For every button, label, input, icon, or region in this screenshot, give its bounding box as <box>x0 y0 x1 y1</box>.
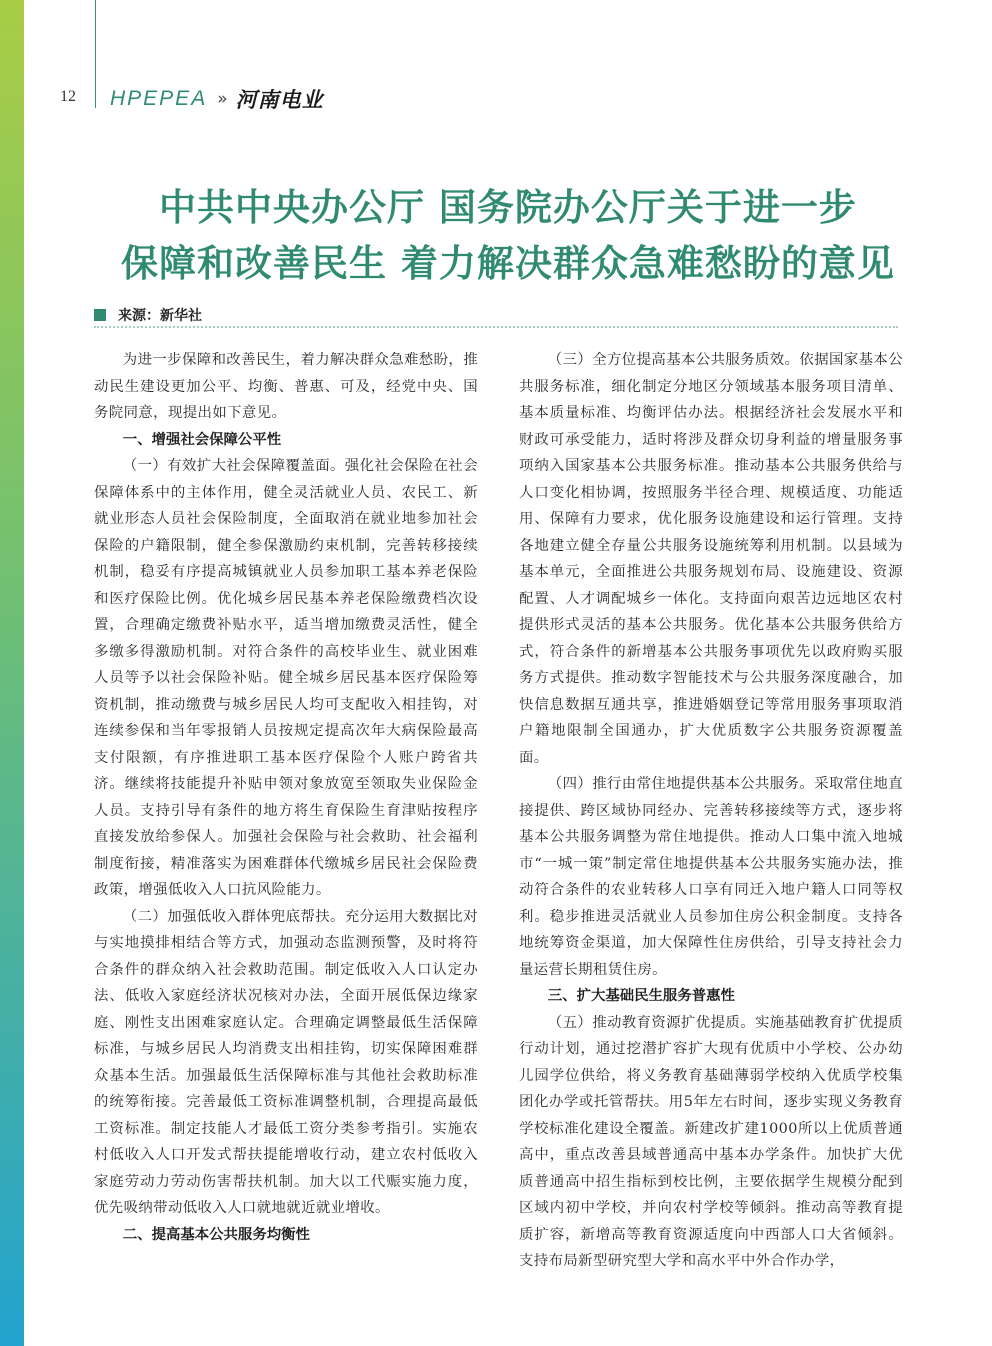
paragraph: （一）有效扩大社会保障覆盖面。强化社会保险在社会保障体系中的主体作用，健全灵活就业人员、农民工、新就业形态人员社会保险制度，全面取消在就业地参加社会保险的户籍限制，健全参保激励约束机制，完善转移接续机制，稳妥有序提高城镇就业人员参加职工基本养老保险和医疗保险比例。优化城乡居民基本养老保险缴费档次设置，合理确定缴费补贴水平，适当增加缴费灵活性，健全多缴多得激励机制。对符合条件的高校毕业生、就业困难人员等予以社会保险补贴。健全城乡居民基本医疗保险筹资机制，推动缴费与城乡居民人均可支配收入相挂钩，对连续参保和当年零报销人员按规定提高次年大病保险最高支付限额，有序推进职工基本医疗保险个人账户跨省共济。继续将技能提升补贴申领对象放宽至领取失业保险金人员。支持引导有条件的地方将生育保险生育津贴按程序直接发放给参保人。加强社会保险与社会救助、社会福利制度衔接，精准落实为困难群体代缴城乡居民社会保险费政策，增强低收入人口抗风险能力。 <box>94 458 478 898</box>
section-heading: 三、扩大基础民生服务普惠性 <box>547 988 735 1004</box>
page-number: 12 <box>60 88 76 105</box>
paragraph: （五）推动教育资源扩优提质。实施基础教育扩优提质行动计划，通过挖潜扩容扩大现有优质中小学校、公办幼儿园学位供给，将义务教育基础薄弱学校纳入优质学校集团化办学或托管帮扶。用5年左右时间，逐步实现义务教育学校标准化建设全覆盖。新建改扩建1000所以上优质普通高中，重点改善县域普通高中基本办学条件。加快扩大优质普通高中招生指标到校比例，主要依据学生规模分配到区域内初中学校，并向农村学校等倾斜。推动高等教育提质扩容，新增高等教育资源适度向中西部人口大省倾斜。支持布局新型研究型大学和高水平中外合作办学， <box>519 1014 903 1269</box>
source-label: 来源： <box>118 308 160 324</box>
brand-separator: » <box>217 89 228 109</box>
header-divider <box>95 0 96 108</box>
dotted-divider <box>94 326 898 328</box>
brand-logo-latin: HPEPEA <box>110 87 208 110</box>
left-text-column <box>94 347 478 1248</box>
paragraph: （三）全方位提高基本公共服务质效。依据国家基本公共服务标准，细化制定分地区分领域基本服务项目清单、基本质量标准、均衡评估办法。根据经济社会发展水平和财政可承受能力，适时将涉及群众切身利益的增量服务事项纳入国家基本公共服务标准。推动基本公共服务供给与人口变化相协调，按照服务半径合理、规模适度、功能适用、保障有力要求，优化服务设施建设和运行管理。支持各地建立健全存量公共服务设施统筹利用机制。以县域为基本单元，全面推进公共服务规划布局、设施建设、资源配置、人才调配城乡一体化。支持面向艰苦边远地区农村提供形式灵活的基本公共服务。优化基本公共服务供给方式，符合条件的新增基本公共服务事项优先以政府购买服务方式提供。推动数字智能技术与公共服务深度融合，加快信息数据互通共享，推进婚姻登记等常用服务事项取消户籍地限制全国通办，扩大优质数字公共服务资源覆盖面。 <box>519 352 903 766</box>
source-name: 新华社 <box>160 308 202 324</box>
article-title-line-2: 保障和改善民生 着力解决群众急难愁盼的意见 <box>121 242 895 285</box>
magazine-brand <box>110 84 324 114</box>
square-bullet-icon <box>94 309 106 321</box>
article-title-line-1: 中共中央办公厅 国务院办公厅关于进一步 <box>159 186 857 229</box>
article-source <box>94 305 202 325</box>
paragraph: （二）加强低收入群体兜底帮扶。充分运用大数据比对与实地摸排相结合等方式，加强动态监测预警，及时将符合条件的群众纳入社会救助范围。制定低收入人口认定办法、低收入家庭经济状况核对办法，全面开展低保边缘家庭、刚性支出困难家庭认定。合理确定调整最低生活保障标准，与城乡居民人均消费支出相挂钩，切实保障困难群众基本生活。加强最低生活保障标准与其他社会救助标准的统筹衔接。完善最低工资标准调整机制，合理提高最低工资标准。制定技能人才最低工资分类参考指引。实施农村低收入人口开发式帮扶提能增收行动，建立农村低收入家庭劳动力劳动伤害帮扶机制。加大以工代赈实施力度，优先吸纳带动低收入人口就地就近就业增收。 <box>94 908 478 1216</box>
section-heading: 一、增强社会保障公平性 <box>122 431 282 448</box>
paragraph: （四）推行由常住地提供基本公共服务。采取常住地直接提供、跨区域协同经办、完善转移接续等方式，逐步将基本公共服务调整为常住地提供。推动人口集中流入地城市“一城一策”制定常住地提供基本公共服务实施办法，推动符合条件的农业转移人口享有同迁入地户籍人口同等权利。稳步推进灵活就业人员参加住房公积金制度。支持各地统筹资金渠道，加大保障性住房供给，引导支持社会力量运营长期租赁住房。 <box>519 776 903 978</box>
article-title <box>0 180 992 292</box>
paragraph: 为进一步保障和改善民生，着力解决群众急难愁盼，推动民生建设更加公平、均衡、普惠、可及，经党中央、国务院同意，现提出如下意见。 <box>94 352 478 421</box>
right-text-column <box>519 347 903 1275</box>
section-heading: 二、提高基本公共服务均衡性 <box>122 1226 310 1243</box>
brand-logo-chinese: 河南电业 <box>235 88 324 112</box>
